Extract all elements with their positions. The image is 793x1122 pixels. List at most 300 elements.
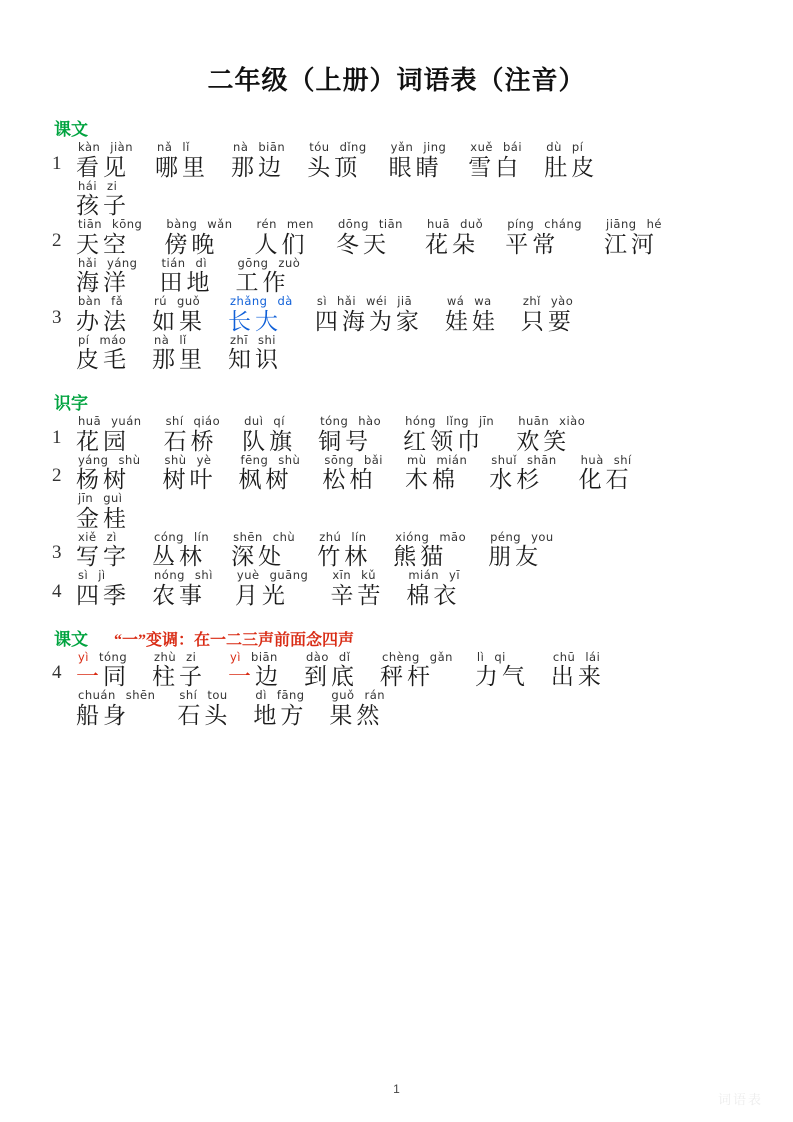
word-group: [76, 493, 152, 530]
vocab-word: [604, 219, 662, 256]
word-group: [76, 690, 407, 727]
pinyin-syllable: xuě: [470, 140, 493, 154]
vocab-word: [329, 690, 385, 727]
lesson-number: 4: [52, 580, 62, 602]
word-row: [46, 296, 747, 333]
hanzi: 杨树: [76, 467, 130, 492]
hanzi: 头顶: [307, 154, 362, 180]
pinyin-syllable: cóng: [154, 529, 184, 544]
pinyin-syllable: yǎn: [390, 140, 414, 154]
hanzi: 四海为家: [314, 308, 423, 334]
pinyin: [76, 255, 138, 270]
pinyin: [403, 416, 494, 428]
pinyin: [488, 529, 554, 544]
pinyin-syllable: péng: [490, 529, 522, 544]
hanzi: 办法: [76, 308, 130, 334]
word-group: [76, 296, 597, 333]
hanzi: 娃娃: [444, 308, 499, 334]
pinyin-syllable: zi: [107, 178, 118, 193]
pinyin-syllable: dōng: [337, 217, 369, 231]
pinyin-syllable: shi: [258, 332, 277, 347]
pinyin-syllable: qi: [494, 649, 506, 664]
pinyin-syllable: kōng: [112, 217, 143, 231]
pinyin: [253, 690, 304, 702]
pinyin-syllable: yuè: [236, 568, 260, 582]
hanzi: 欢笑: [516, 428, 571, 454]
pinyin-syllable: máo: [99, 332, 127, 347]
pinyin-syllable: shēn: [125, 688, 156, 702]
vocab-word: [231, 529, 296, 569]
pinyin: [468, 142, 522, 154]
pinyin-syllable: shù: [164, 452, 187, 467]
vocab-word: [76, 255, 138, 295]
hanzi: 深处: [231, 544, 286, 569]
pinyin: [239, 452, 301, 467]
word-row: [46, 178, 747, 218]
pinyin-syllable: yáng: [107, 255, 138, 270]
pinyin-syllable: bái: [502, 140, 523, 154]
pinyin-syllable: zhī: [230, 332, 249, 347]
pinyin-syllable: bàng: [166, 217, 198, 231]
vocab-word: [578, 452, 633, 492]
hanzi: 写字: [76, 544, 130, 569]
pinyin-syllable: jì: [98, 568, 106, 582]
pinyin-syllable: men: [286, 217, 314, 231]
hanzi: 月光: [234, 582, 289, 608]
vocab-word: [544, 142, 598, 179]
pinyin-syllable: shān: [527, 452, 557, 467]
pinyin: [76, 416, 142, 428]
word-row: [46, 332, 747, 372]
pinyin-syllable: yào: [550, 294, 574, 308]
pinyin-syllable: yī: [449, 568, 461, 582]
vocab-word: [516, 416, 585, 453]
pinyin-syllable: duì: [244, 414, 264, 428]
hanzi: 树叶: [162, 467, 217, 492]
pinyin: [76, 452, 141, 467]
hanzi: 冬天: [335, 231, 390, 257]
pinyin: [76, 219, 142, 231]
hanzi: 朋友: [488, 544, 543, 569]
hanzi: 海洋: [76, 270, 130, 295]
pinyin: [76, 570, 106, 582]
hanzi: [228, 665, 282, 688]
hanzi: 棉衣: [406, 582, 461, 608]
hanzi: 工作: [235, 270, 290, 295]
pinyin-syllable: hào: [358, 414, 382, 428]
vocab-word: [164, 416, 221, 453]
pinyin: [336, 219, 403, 231]
vocab-word: [76, 219, 142, 256]
pinyin-syllable: nà: [154, 332, 170, 347]
hanzi: 化石: [578, 467, 633, 492]
vocab-word: [155, 142, 209, 179]
pinyin-syllable: lǐ: [179, 332, 187, 347]
pinyin: [405, 452, 468, 467]
vocab-word: [488, 529, 554, 569]
pinyin-syllable: you: [531, 529, 554, 544]
pinyin-syllable: lì: [476, 649, 485, 664]
pinyin: [76, 649, 128, 664]
pinyin-syllable: dì: [195, 255, 208, 270]
hanzi: 丛林: [152, 544, 206, 569]
lesson-number: 3: [52, 542, 62, 563]
pinyin-syllable: dǐng: [339, 140, 367, 154]
hanzi: 柱子: [152, 664, 206, 689]
pinyin-syllable: huān: [518, 414, 550, 428]
pinyin-syllable: chèng: [382, 649, 420, 664]
pinyin-syllable: shí: [613, 452, 632, 467]
pinyin: [76, 529, 117, 544]
word-row: [46, 142, 747, 179]
pinyin-syllable: pí: [571, 140, 584, 154]
lesson-number: 2: [52, 465, 62, 486]
hanzi: 那边: [231, 154, 286, 180]
pinyin-syllable: yè: [196, 452, 212, 467]
vocab-word: [152, 296, 206, 333]
pinyin-syllable: dà: [277, 294, 293, 308]
lesson-number: [46, 268, 76, 294]
pinyin: [445, 296, 492, 308]
pinyin: [544, 142, 583, 154]
pinyin-syllable: xiào: [559, 414, 586, 428]
pinyin: [152, 296, 200, 308]
vocab-word: [159, 255, 214, 295]
hanzi: 熊猫: [393, 544, 448, 569]
hanzi: 果然: [329, 702, 384, 728]
hanzi: 孩子: [76, 193, 130, 218]
vocab-word: [238, 452, 301, 492]
pinyin: [228, 296, 293, 308]
word-rows: [46, 649, 747, 728]
pinyin: [393, 529, 467, 544]
pinyin-syllable: zuò: [278, 255, 301, 270]
vocab-word: [231, 142, 285, 179]
section-heading-label: 课文: [54, 629, 88, 649]
pinyin-syllable: yì: [230, 649, 242, 664]
pinyin-syllable: mù: [407, 452, 427, 467]
word-row: [46, 529, 747, 569]
lesson-number: [46, 191, 76, 217]
hanzi: 石桥: [163, 428, 218, 454]
hanzi: 哪里: [155, 154, 210, 180]
pinyin: [516, 416, 585, 428]
pinyin: [152, 332, 187, 347]
pinyin-syllable: lǐng: [446, 414, 470, 428]
vocab-word: [445, 296, 499, 333]
hanzi: 皮毛: [76, 347, 130, 372]
pinyin-syllable: yuán: [111, 414, 142, 428]
pinyin-syllable: hǎi: [78, 255, 98, 270]
vocab-word: [76, 529, 130, 569]
pinyin-syllable: tóu: [309, 140, 330, 154]
pinyin-syllable: zì: [106, 529, 117, 544]
hanzi: 船身: [76, 702, 130, 728]
pinyin-syllable: píng: [507, 217, 535, 231]
hanzi: 看见: [76, 154, 130, 180]
section: [46, 625, 747, 727]
vocab-word: [336, 219, 403, 256]
pinyin-syllable: zhù: [154, 649, 177, 664]
pinyin-syllable: sōng: [324, 452, 354, 467]
pinyin-syllable: jīn: [78, 491, 94, 505]
vocab-word: [76, 296, 130, 333]
pinyin-syllable: tián: [161, 255, 186, 270]
vocab-word: [177, 690, 231, 727]
hanzi: 花朵: [424, 231, 479, 257]
pinyin: [425, 219, 483, 231]
vocab-word: [315, 296, 423, 333]
vocab-word: [505, 219, 582, 256]
hanzi: 枫树: [238, 467, 293, 492]
pinyin-syllable: gōng: [237, 255, 269, 270]
pinyin: [255, 219, 314, 231]
vocab-word: [76, 142, 133, 179]
word-group: [76, 255, 322, 295]
pinyin-syllable: huā: [426, 217, 451, 231]
pinyin-syllable: fēng: [240, 452, 269, 467]
pinyin: [579, 452, 632, 467]
hanzi: 江河: [604, 231, 659, 257]
section-spacer: [46, 729, 747, 739]
section-heading: [54, 389, 747, 414]
hanzi-char: 同: [103, 664, 130, 689]
hanzi: 铜号: [318, 428, 373, 454]
hanzi: 农事: [152, 582, 206, 608]
hanzi: 队旗: [242, 428, 297, 454]
pinyin: [242, 416, 285, 428]
pinyin-syllable: dì: [255, 688, 267, 702]
pinyin-syllable: shù: [278, 452, 301, 467]
vocab-word: [406, 570, 460, 607]
word-group: [76, 452, 655, 492]
pinyin-syllable: shuǐ: [491, 452, 517, 467]
pinyin: [231, 529, 296, 544]
section-spacer: [46, 609, 747, 619]
word-row: [46, 649, 747, 689]
pinyin-syllable: tiān: [78, 217, 103, 231]
vocab-word: [468, 142, 522, 179]
pinyin-syllable: zhǎng: [230, 294, 268, 308]
pinyin-syllable: fǎ: [111, 294, 124, 308]
pinyin-syllable: hái: [78, 178, 98, 193]
vocab-word: [152, 649, 206, 689]
pinyin-syllable: zhǐ: [522, 294, 541, 308]
vocab-word: [474, 649, 529, 689]
pinyin-syllable: shēn: [233, 529, 263, 544]
word-row: [46, 690, 747, 727]
pinyin-syllable: hóng: [405, 414, 437, 428]
watermark: 词语表: [717, 1092, 763, 1107]
pinyin-syllable: tou: [207, 688, 228, 702]
pinyin: [76, 178, 118, 193]
pinyin: [228, 332, 277, 347]
section-heading-label: 课文: [54, 120, 88, 139]
pinyin-syllable: nǎ: [157, 140, 173, 154]
vocab-word: [389, 142, 447, 179]
pinyin-syllable: wǎn: [207, 217, 233, 231]
pinyin-syllable: dǐ: [338, 649, 351, 664]
vocab-word: [76, 649, 130, 689]
hanzi: 竹林: [317, 544, 372, 569]
pinyin-syllable: duǒ: [460, 217, 484, 231]
pinyin-syllable: lín: [193, 529, 210, 544]
hanzi: 辛苦: [330, 582, 385, 608]
hanzi-char: 边: [255, 664, 282, 689]
pinyin-syllable: fāng: [276, 688, 305, 702]
pinyin-syllable: guǒ: [177, 294, 201, 308]
hanzi: 力气: [474, 664, 529, 689]
vocab-word: [164, 219, 232, 256]
hanzi: 肚皮: [544, 154, 599, 180]
pinyin-syllable: qiáo: [193, 414, 221, 428]
pinyin: [315, 296, 412, 308]
pinyin: [389, 142, 447, 154]
pinyin-syllable: gǎn: [429, 649, 453, 664]
pinyin: [304, 649, 351, 664]
vocab-word: [228, 649, 282, 689]
vocab-word: [152, 332, 206, 372]
vocab-word: [162, 452, 217, 492]
lesson-number: [46, 504, 76, 530]
pinyin-syllable: cháng: [544, 217, 583, 231]
pinyin-syllable: zi: [186, 649, 197, 664]
pinyin: [159, 255, 208, 270]
pinyin-syllable: shí: [165, 414, 184, 428]
pinyin-syllable: hǎi: [337, 294, 357, 308]
pinyin-syllable: tiān: [378, 217, 403, 231]
vocab-word: [76, 452, 141, 492]
pinyin-syllable: nà: [233, 140, 249, 154]
vocab-word: [76, 332, 130, 372]
pinyin-syllable: guǒ: [331, 688, 355, 702]
pinyin-syllable: jing: [423, 140, 447, 154]
hanzi: 松柏: [322, 467, 377, 492]
pinyin-syllable: jiā: [397, 294, 413, 308]
lesson-number: [46, 701, 76, 727]
pinyin-syllable: tóng: [99, 649, 128, 664]
lesson-number: 1: [52, 426, 62, 448]
word-row: [46, 255, 747, 295]
pinyin: [489, 452, 557, 467]
hanzi: 只要: [520, 308, 575, 334]
pinyin-syllable: biān: [258, 140, 286, 154]
pinyin-syllable: hé: [646, 217, 662, 231]
pinyin-syllable: jiàn: [110, 140, 134, 154]
pinyin-syllable: wa: [474, 294, 492, 308]
word-row: [46, 452, 747, 492]
pinyin-syllable: lǐ: [182, 140, 190, 154]
word-group: [76, 178, 152, 218]
pinyin-syllable: rán: [364, 688, 386, 702]
vocab-word: [489, 452, 557, 492]
hanzi: 红领巾: [403, 428, 485, 454]
lesson-number: 1: [52, 152, 62, 174]
pinyin: [318, 416, 381, 428]
vocab-word: [380, 649, 453, 689]
hanzi: 天空: [76, 231, 130, 257]
pinyin-syllable: bǎi: [363, 452, 383, 467]
pinyin: [475, 649, 506, 664]
section-note: “一”变调：在一二三声前面念四声: [114, 631, 355, 649]
pinyin: [521, 296, 573, 308]
pinyin-syllable: huà: [580, 452, 604, 467]
pinyin: [76, 332, 127, 347]
pinyin: [604, 219, 662, 231]
pinyin-syllable: nóng: [154, 568, 185, 582]
pinyin: [164, 416, 221, 428]
pinyin-syllable: kǔ: [361, 568, 377, 582]
pinyin-syllable: shù: [118, 452, 141, 467]
hanzi: 木棉: [405, 467, 459, 492]
page-title: 二年级（上册）词语表（注音）: [207, 66, 586, 95]
hanzi: 平常: [505, 231, 560, 257]
hanzi: 长大: [228, 308, 282, 334]
pinyin: [235, 570, 308, 582]
vocab-word: [425, 219, 483, 256]
pinyin-syllable: wéi: [366, 294, 388, 308]
vocab-word: [405, 452, 468, 492]
pinyin-syllable: pí: [78, 332, 90, 347]
section-heading-label: 识字: [54, 394, 88, 413]
pinyin-syllable: shì: [194, 568, 213, 582]
hanzi-char: 一: [76, 664, 103, 689]
vocab-word: [330, 570, 384, 607]
pinyin-syllable: guāng: [269, 568, 309, 582]
word-row: [46, 493, 747, 530]
hanzi: 傍晚: [164, 231, 219, 257]
vocab-word: [304, 649, 358, 689]
vocab-word: [307, 142, 366, 179]
pinyin-syllable: lái: [585, 649, 601, 664]
word-group: [76, 649, 627, 689]
hanzi: 知识: [228, 347, 282, 372]
pinyin-syllable: kàn: [78, 140, 101, 154]
pinyin-syllable: yì: [78, 649, 90, 664]
lesson-number: 2: [52, 229, 62, 251]
lesson-number: [46, 345, 76, 371]
pinyin: [152, 529, 210, 544]
pinyin: [76, 142, 133, 154]
pinyin: [235, 255, 301, 270]
vocab-word: [76, 416, 142, 453]
pinyin-syllable: rú: [154, 294, 168, 308]
pinyin-syllable: chù: [272, 529, 296, 544]
pinyin-syllable: xīn: [332, 568, 352, 582]
word-group: [76, 332, 304, 372]
hanzi: 水杉: [489, 467, 544, 492]
pinyin-syllable: lín: [351, 529, 367, 544]
vocab-word: [253, 690, 307, 727]
vocab-word: [255, 219, 314, 256]
hanzi: 石头: [177, 702, 232, 728]
pinyin-syllable: mián: [408, 568, 440, 582]
pinyin-syllable: tóng: [320, 414, 349, 428]
pinyin-syllable: shí: [179, 688, 198, 702]
vocab-word: [242, 416, 296, 453]
word-row: [46, 219, 747, 256]
pinyin-syllable: mián: [436, 452, 468, 467]
hanzi: 人们: [254, 231, 309, 257]
vocab-word: [318, 416, 381, 453]
vocab-word: [317, 529, 372, 569]
pinyin-syllable: yáng: [78, 452, 109, 467]
pinyin-syllable: xióng: [395, 529, 430, 544]
section-spacer: [46, 373, 747, 383]
section: [46, 389, 747, 607]
pinyin: [152, 649, 197, 664]
pinyin-syllable: zhú: [319, 529, 342, 544]
